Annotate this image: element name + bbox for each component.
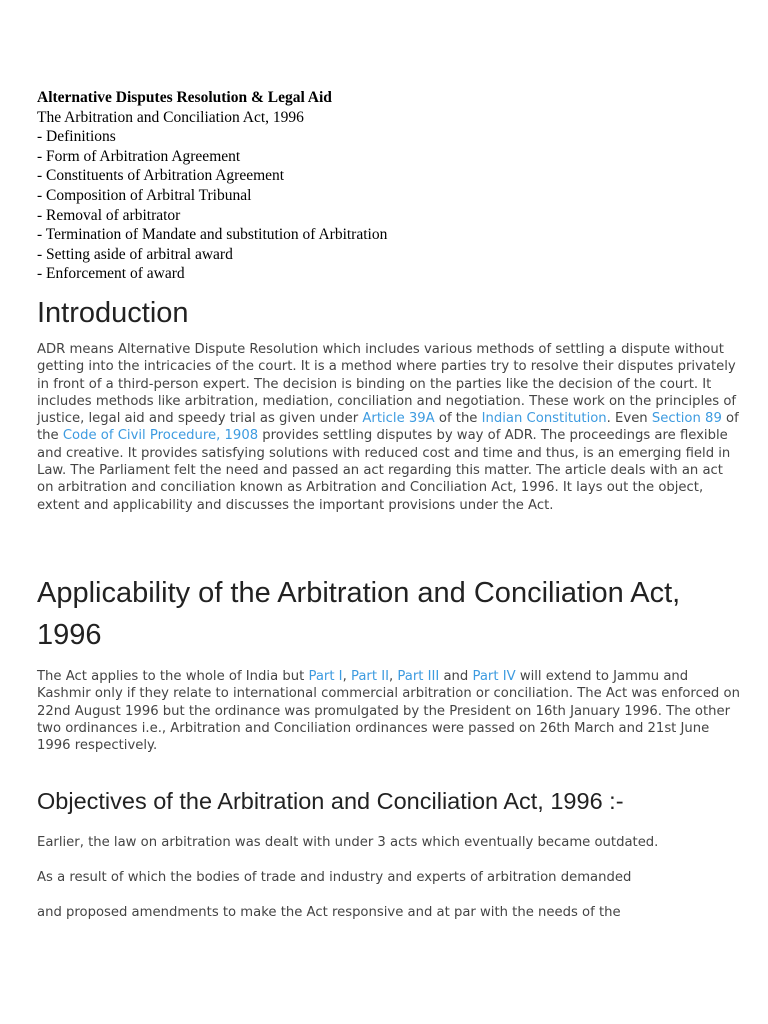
applicability-paragraph: [37, 668, 742, 754]
intro-text-5: provides settling disputes by way of ADR. The proceedings are flexible and creative. It provides satisfying solutions with reduced cost and time and thus, is an emerging field in Law. The Parliament felt the need and passed an act regarding this matter. The article deals with an act on arbitration and conciliation known as Arbitration and Conciliation Act, 1996. It lays out the object, extent and applicability and discusses the important provisions under the Act.: [37, 428, 731, 513]
link-indian-constitution[interactable]: Indian Constitution: [481, 411, 607, 427]
introduction-paragraph: [37, 341, 742, 514]
toc-item-enforcement: - Enforcement of award: [37, 265, 185, 283]
link-part-iv[interactable]: Part IV: [472, 669, 516, 684]
link-code-of-civil-procedure[interactable]: Code of Civil Procedure, 1908: [62, 428, 259, 444]
toc-item-composition: - Composition of Arbitral Tribunal: [37, 186, 252, 204]
intro-text-3: . Even: [606, 411, 652, 427]
applic-text-1: The Act applies to the whole of India but: [37, 669, 309, 684]
objectives-paragraph-2: As a result of which the bodies of trade and industry and experts of arbitration demanded: [37, 870, 632, 885]
applic-sep-3: and: [439, 669, 473, 684]
toc-item-constituents: - Constituents of Arbitration Agreement: [37, 167, 285, 185]
objectives-paragraph-1: Earlier, the law on arbitration was dealt with under 3 acts which eventually became outdated.: [37, 835, 659, 850]
toc-subtitle: The Arbitration and Conciliation Act, 1996: [37, 108, 304, 126]
applic-text-2: will extend to Jammu and Kashmir only if they relate to international commercial arbitration or conciliation. The Act was enforced on 22nd August 1996 but the ordinance was promulgated by the President on 16th January 1996. The other two ordinances i.e., Arbitration and Conciliation ordinances were passed on 26th March and 21st June 1996 respectively.: [37, 669, 740, 754]
intro-text-1: ADR means Alternative Dispute Resolution which includes various methods of settling a dispute without getting into the intricacies of the court. It is a method where parties try to resolve their disputes privately in front of a third-person expert. The decision is binding on the parties like the decision of the court. It includes methods like arbitration, mediation, conciliation and negotiation. These work on the principles of justice, legal aid and speedy trial as given under: [37, 342, 737, 427]
toc-item-definitions: - Definitions: [37, 128, 116, 146]
intro-text-4: of the: [37, 411, 739, 444]
introduction-heading: Introduction: [37, 297, 189, 329]
objectives-paragraph-3: and proposed amendments to make the Act responsive and at par with the needs of the: [37, 905, 621, 920]
link-section-89[interactable]: Section 89: [651, 411, 722, 427]
toc-block: [37, 88, 387, 284]
intro-text-2: of the: [434, 411, 482, 427]
toc-item-form: - Form of Arbitration Agreement: [37, 147, 241, 165]
link-part-ii[interactable]: Part II: [350, 669, 389, 684]
toc-item-termination: - Termination of Mandate and substitution of Arbitration: [37, 226, 388, 244]
link-part-i[interactable]: Part I: [308, 669, 343, 684]
applic-sep-1: ,: [342, 669, 351, 684]
applic-sep-2: ,: [388, 669, 398, 684]
toc-item-removal: - Removal of arbitrator: [37, 206, 181, 224]
link-part-iii[interactable]: Part III: [397, 669, 440, 684]
objectives-heading: Objectives of the Arbitration and Conciliation Act, 1996 :-: [37, 788, 624, 814]
toc-item-setting-aside: - Setting aside of arbitral award: [37, 245, 233, 263]
link-article-39a[interactable]: Article 39A: [362, 411, 435, 427]
toc-title: Alternative Disputes Resolution & Legal Aid: [37, 89, 332, 106]
applicability-heading: Applicability of the Arbitration and Conciliation Act, 1996: [37, 577, 681, 651]
